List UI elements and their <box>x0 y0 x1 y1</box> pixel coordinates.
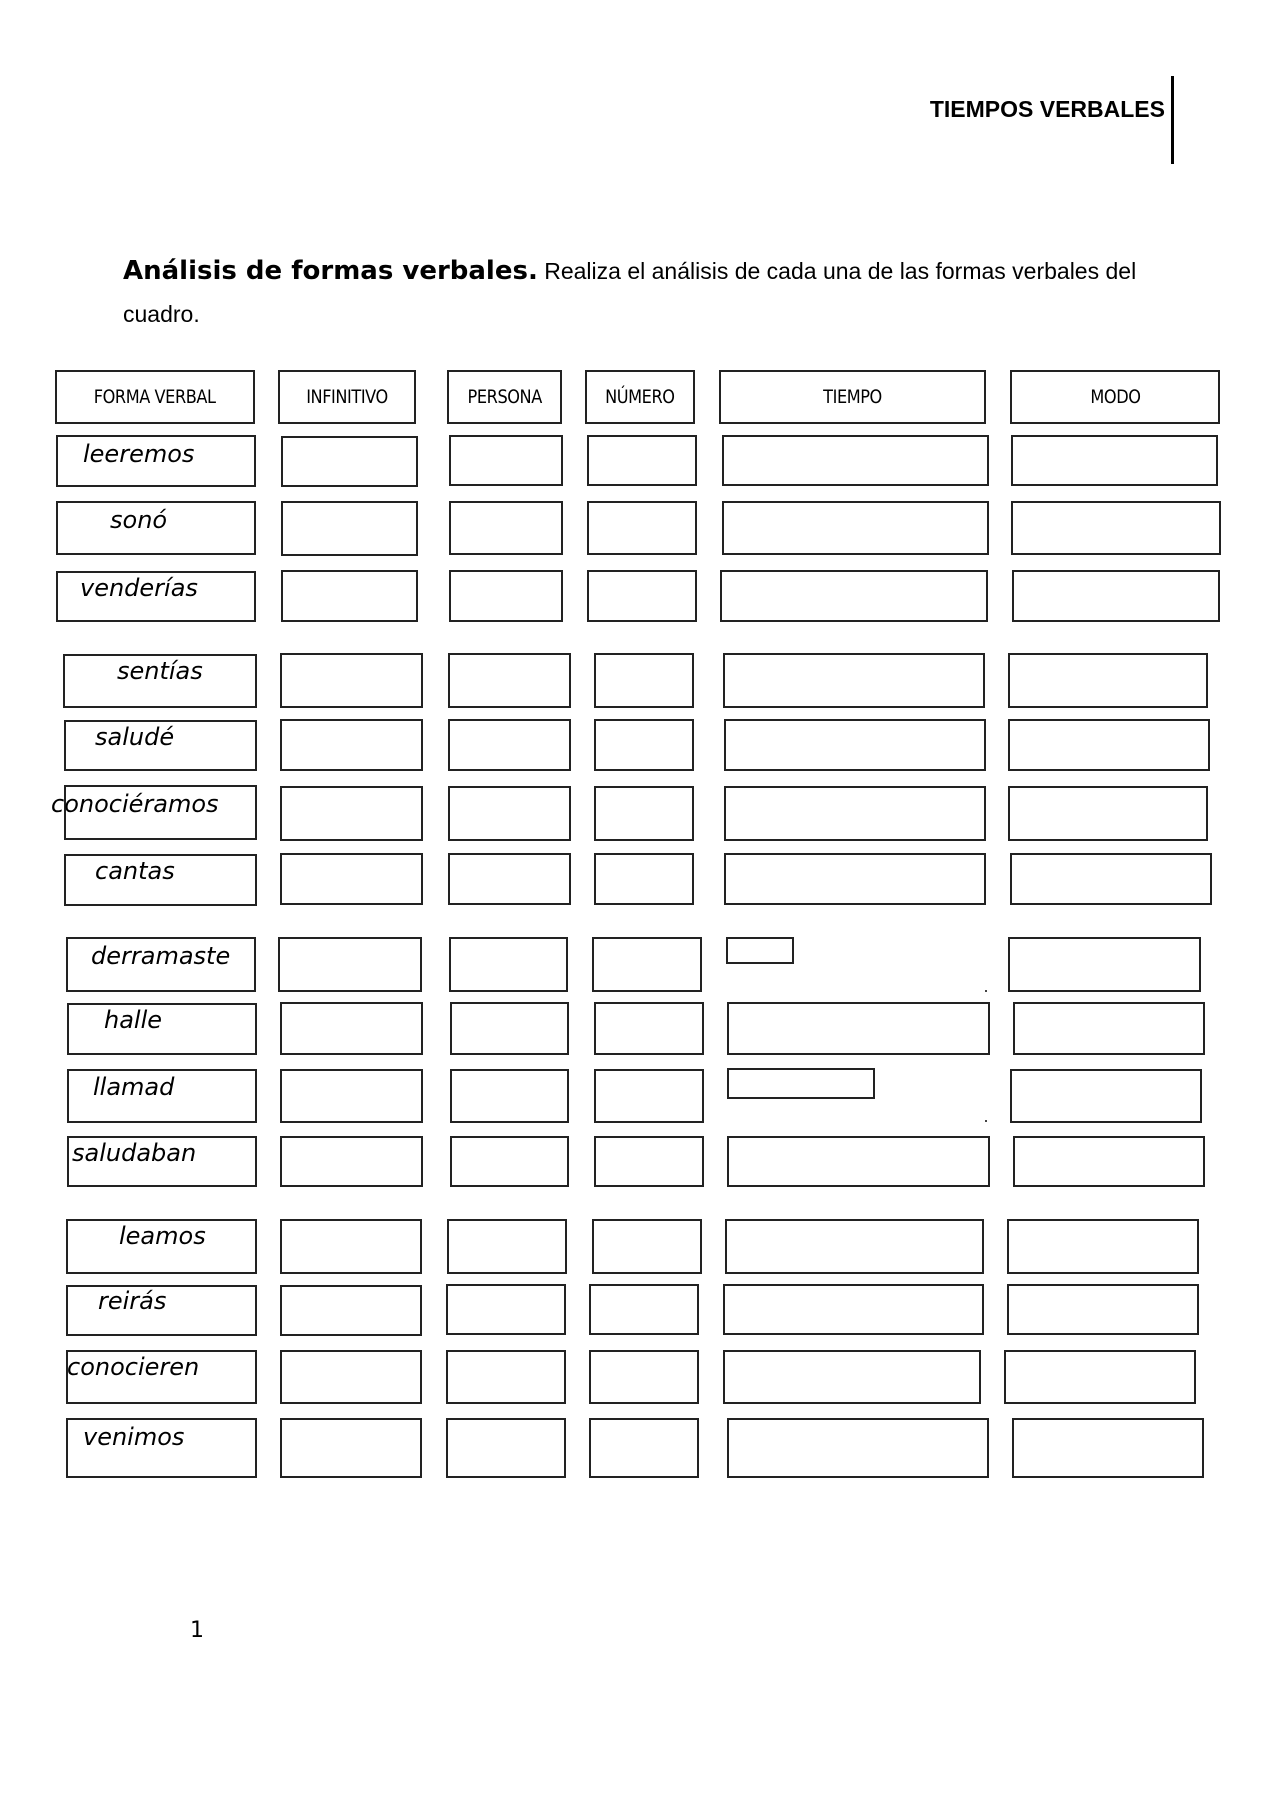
verb-label: halle <box>104 1006 163 1034</box>
answer-modo[interactable] <box>1012 570 1220 622</box>
answer-persona[interactable] <box>446 1284 566 1335</box>
answer-modo[interactable] <box>1011 501 1221 555</box>
answer-tiempo[interactable] <box>722 501 989 555</box>
answer-infinitivo[interactable] <box>278 937 422 992</box>
answer-tiempo[interactable] <box>720 570 988 622</box>
col-header-tiempo: TIEMPO <box>719 370 986 424</box>
answer-tiempo[interactable] <box>723 1284 984 1335</box>
answer-infinitivo[interactable] <box>281 570 418 622</box>
answer-infinitivo[interactable] <box>280 653 423 708</box>
verb-label: saludé <box>95 723 175 751</box>
answer-infinitivo[interactable] <box>280 1219 422 1274</box>
col-header-numero: NÚMERO <box>585 370 695 424</box>
answer-numero[interactable] <box>594 1136 704 1187</box>
answer-tiempo[interactable] <box>727 1418 989 1478</box>
verb-label: cantas <box>95 857 175 885</box>
verb-label: venimos <box>83 1423 185 1451</box>
answer-numero[interactable] <box>592 1219 702 1274</box>
verb-label: conociéramos <box>51 790 219 818</box>
answer-numero[interactable] <box>594 719 694 771</box>
answer-tiempo[interactable] <box>726 937 794 964</box>
verb-label: saludaban <box>72 1139 197 1167</box>
verb-label: leeremos <box>83 440 195 468</box>
answer-persona[interactable] <box>448 786 571 841</box>
instructions-text: Realiza el análisis de cada una de las formas verbales del cuadro. <box>123 258 1137 327</box>
answer-tiempo[interactable] <box>724 786 986 841</box>
answer-numero[interactable] <box>589 1418 699 1478</box>
answer-numero[interactable] <box>594 853 694 905</box>
answer-tiempo[interactable] <box>723 1350 981 1404</box>
answer-modo[interactable] <box>1013 1136 1205 1187</box>
answer-tiempo[interactable] <box>724 719 986 771</box>
answer-tiempo[interactable] <box>727 1002 990 1055</box>
answer-numero[interactable] <box>594 786 694 841</box>
answer-infinitivo[interactable] <box>281 436 418 487</box>
answer-numero[interactable] <box>589 1350 699 1404</box>
answer-persona[interactable] <box>450 1069 569 1123</box>
answer-modo[interactable] <box>1007 1284 1199 1335</box>
answer-numero[interactable] <box>587 570 697 622</box>
answer-numero[interactable] <box>594 1002 704 1055</box>
answer-infinitivo[interactable] <box>280 853 423 905</box>
verb-label: sonó <box>110 506 168 534</box>
verb-label: leamos <box>119 1222 206 1250</box>
stray-mark <box>985 1120 987 1122</box>
answer-persona[interactable] <box>447 1219 567 1274</box>
answer-modo[interactable] <box>1011 435 1218 486</box>
answer-infinitivo[interactable] <box>280 1285 422 1336</box>
answer-persona[interactable] <box>449 435 563 486</box>
answer-modo[interactable] <box>1010 853 1212 905</box>
instructions <box>123 250 1143 336</box>
answer-persona[interactable] <box>448 719 571 771</box>
verb-label: venderías <box>80 574 198 602</box>
answer-infinitivo[interactable] <box>280 1418 422 1478</box>
answer-tiempo[interactable] <box>725 1219 984 1274</box>
answer-persona[interactable] <box>448 653 571 708</box>
answer-infinitivo[interactable] <box>280 1002 423 1055</box>
instructions-title: Análisis de formas verbales. <box>123 256 538 286</box>
answer-persona[interactable] <box>446 1350 566 1404</box>
answer-infinitivo[interactable] <box>280 1350 422 1404</box>
verb-label: derramaste <box>91 942 231 970</box>
answer-infinitivo[interactable] <box>280 719 423 771</box>
answer-infinitivo[interactable] <box>280 1069 423 1123</box>
answer-modo[interactable] <box>1008 719 1210 771</box>
answer-modo[interactable] <box>1008 653 1208 708</box>
col-header-forma-verbal: FORMA VERBAL <box>55 370 255 424</box>
answer-numero[interactable] <box>594 1069 704 1123</box>
answer-modo[interactable] <box>1013 1002 1205 1055</box>
answer-persona[interactable] <box>449 501 563 555</box>
answer-modo[interactable] <box>1010 1069 1202 1123</box>
verb-label: sentías <box>117 657 203 685</box>
page-number: 1 <box>190 1618 204 1643</box>
answer-infinitivo[interactable] <box>281 501 418 556</box>
answer-tiempo[interactable] <box>722 435 989 486</box>
answer-numero[interactable] <box>594 653 694 708</box>
answer-tiempo[interactable] <box>724 853 986 905</box>
answer-persona[interactable] <box>446 1418 566 1478</box>
page-header-title: TIEMPOS VERBALES <box>929 96 1165 122</box>
answer-numero[interactable] <box>587 435 697 486</box>
answer-tiempo[interactable] <box>727 1068 875 1099</box>
header-divider <box>1171 76 1174 164</box>
answer-modo[interactable] <box>1007 1219 1199 1274</box>
answer-numero[interactable] <box>587 501 697 555</box>
answer-modo[interactable] <box>1012 1418 1204 1478</box>
answer-modo[interactable] <box>1004 1350 1196 1404</box>
verb-label: conocieren <box>67 1353 200 1381</box>
answer-tiempo[interactable] <box>727 1136 990 1187</box>
answer-persona[interactable] <box>449 570 563 622</box>
answer-infinitivo[interactable] <box>280 786 423 841</box>
col-header-modo: MODO <box>1010 370 1220 424</box>
verb-label: llamad <box>93 1073 175 1101</box>
answer-persona[interactable] <box>448 853 571 905</box>
answer-persona[interactable] <box>449 937 568 992</box>
answer-persona[interactable] <box>450 1002 569 1055</box>
col-header-infinitivo: INFINITIVO <box>278 370 416 424</box>
answer-modo[interactable] <box>1008 937 1201 992</box>
answer-persona[interactable] <box>450 1136 569 1187</box>
answer-numero[interactable] <box>592 937 702 992</box>
answer-infinitivo[interactable] <box>280 1136 423 1187</box>
col-header-persona: PERSONA <box>447 370 562 424</box>
answer-numero[interactable] <box>589 1284 699 1335</box>
verb-label: reirás <box>98 1287 167 1315</box>
answer-modo[interactable] <box>1008 786 1208 841</box>
stray-mark <box>985 990 987 992</box>
answer-tiempo[interactable] <box>723 653 985 708</box>
